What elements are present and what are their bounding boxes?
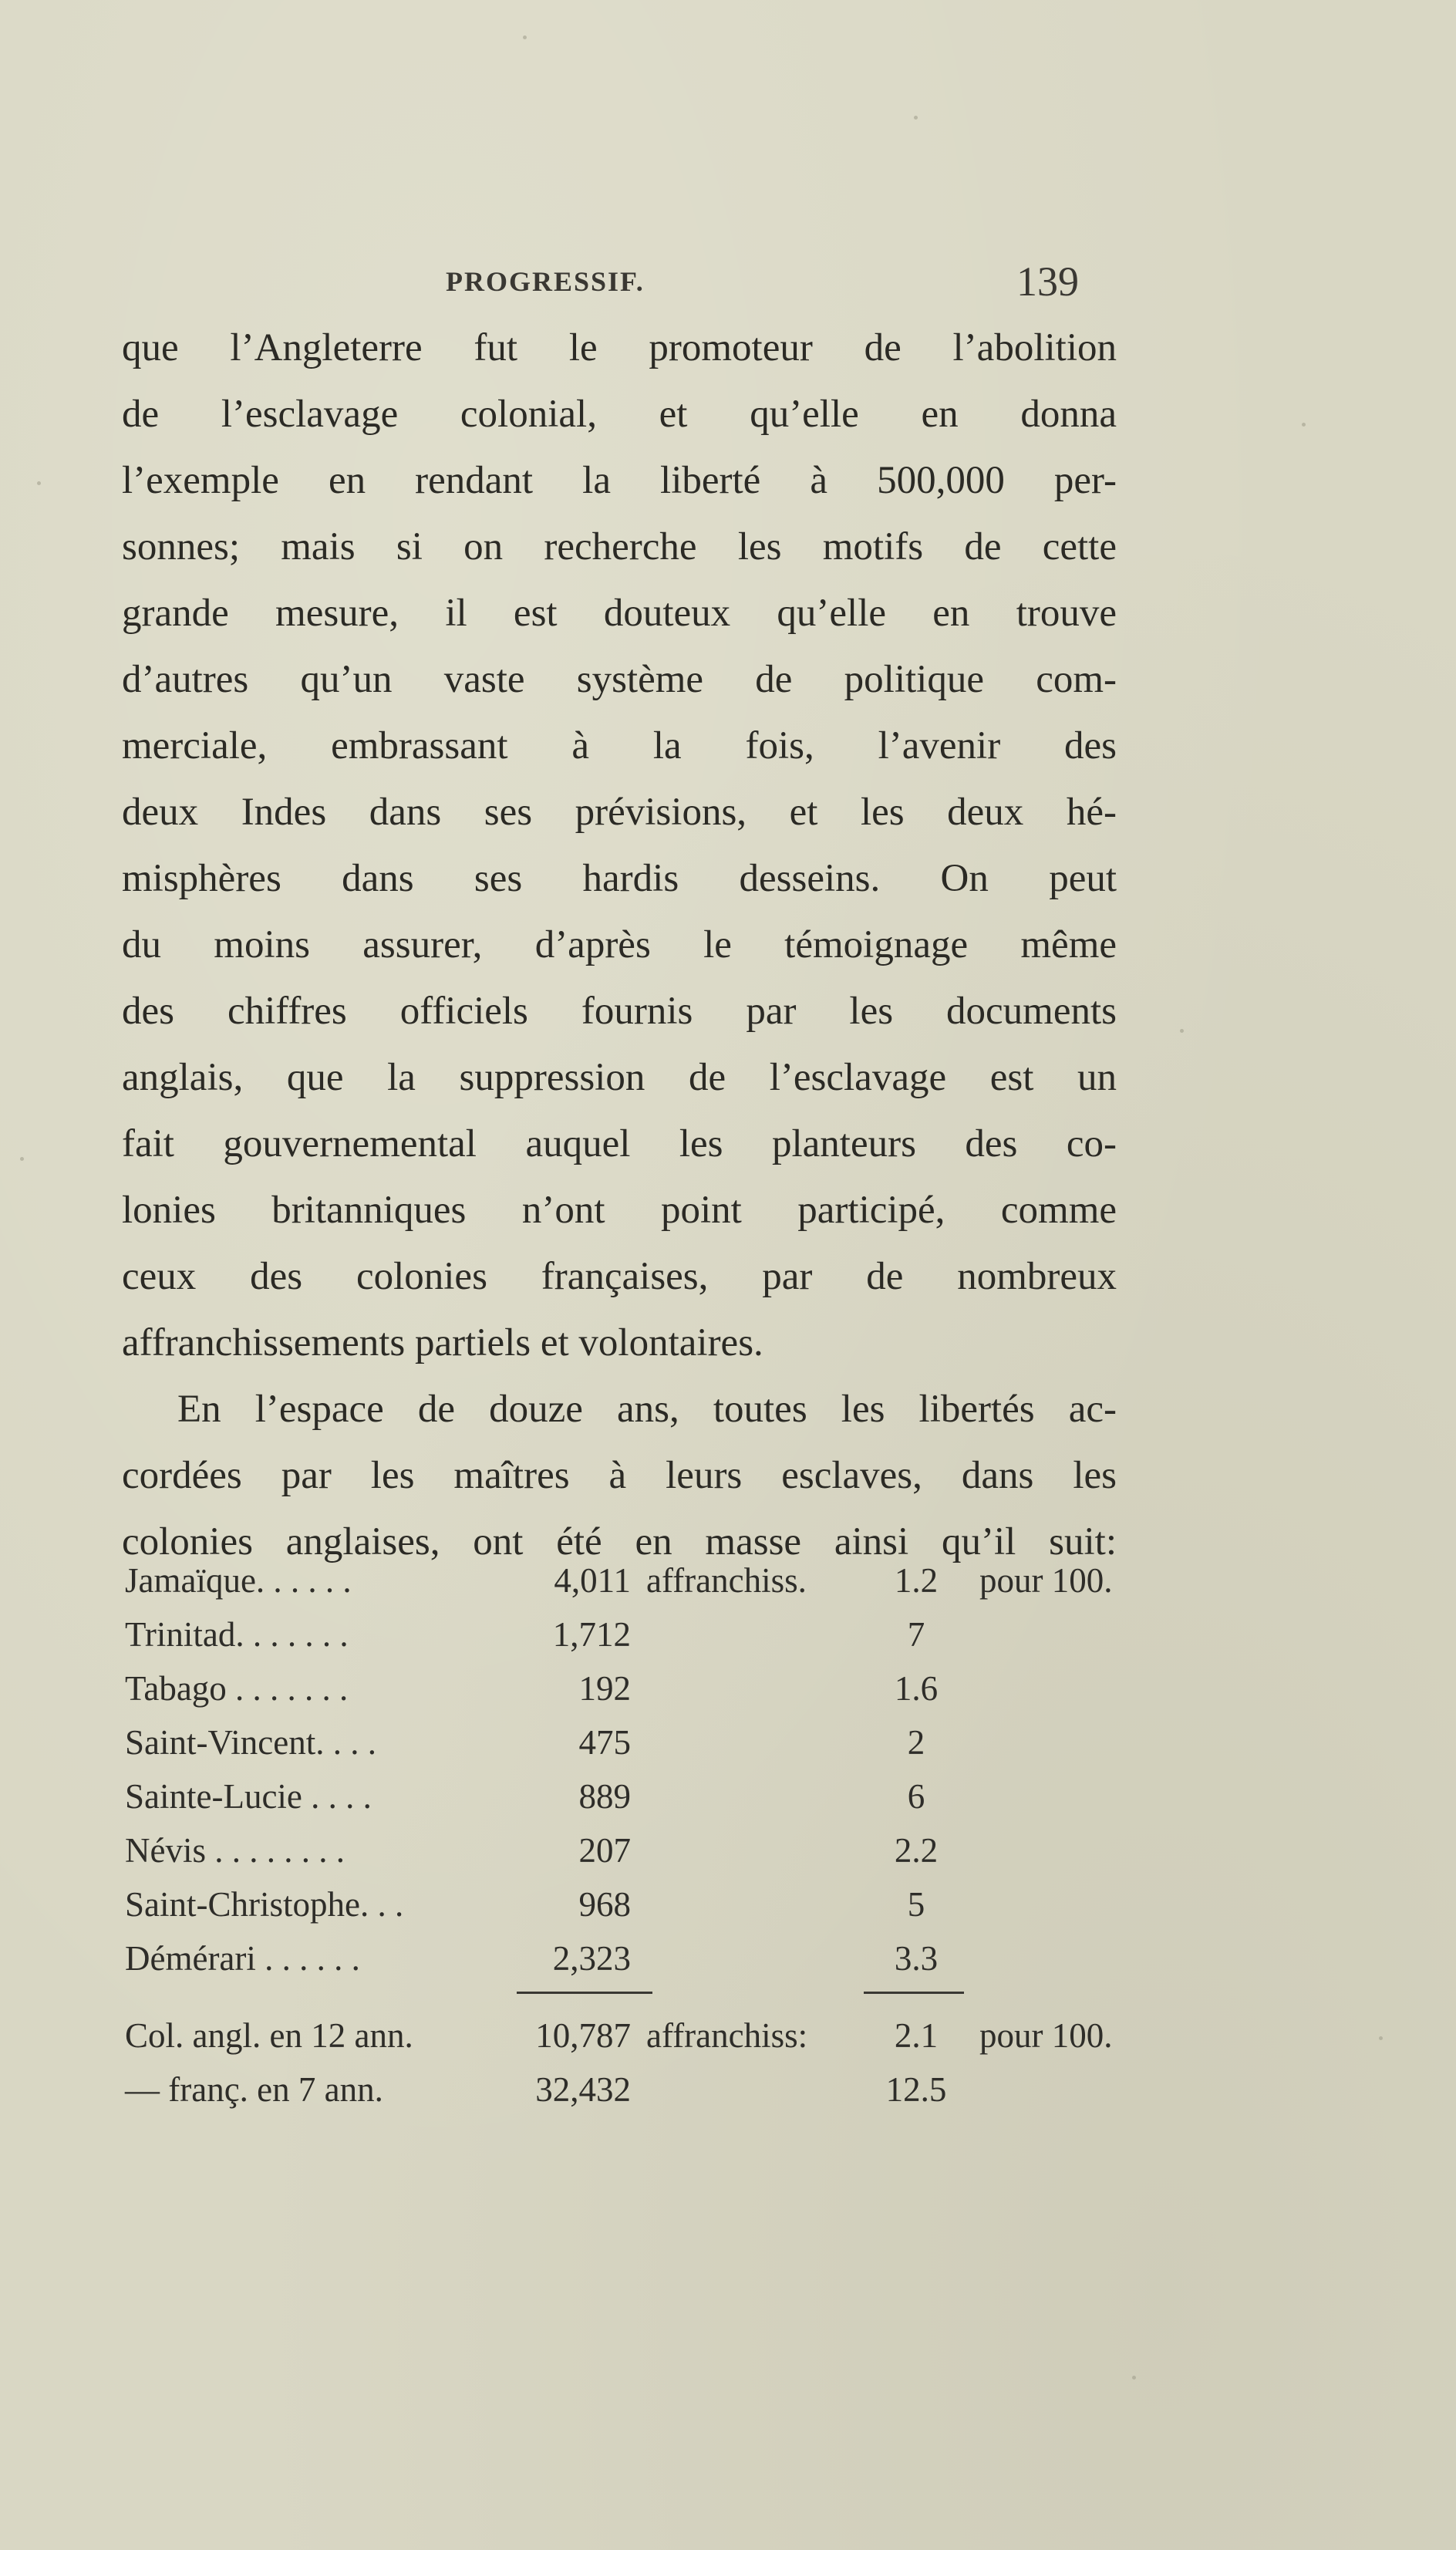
- text-line: lonies britanniques n’ont point participé, comme: [122, 1189, 1117, 1232]
- freed-count: 4,011: [554, 1561, 631, 1600]
- text-line: l’exemple en rendant la liberté à 500,000 per-: [122, 459, 1117, 502]
- body-text: [122, 315, 1117, 1575]
- text-line: des chiffres officiels fournis par les documents: [122, 990, 1117, 1033]
- table-row: [122, 1607, 1140, 1661]
- text-line: deux Indes dans ses prévisions, et les deux hé-: [122, 791, 1117, 834]
- rate-value: 1.2: [894, 1561, 939, 1600]
- rate-value: 7: [907, 1615, 925, 1654]
- sum-rule-row: [122, 1985, 1140, 2009]
- colony-name: Saint-Christophe. . .: [125, 1885, 404, 1924]
- table-row: [122, 1877, 1140, 1931]
- paper-speck: [1180, 1029, 1184, 1033]
- table-row: [122, 1823, 1140, 1877]
- paper-speck: [523, 35, 527, 39]
- table-row: [122, 1661, 1140, 1715]
- freed-count: 889: [578, 1777, 631, 1816]
- page-number: 139: [1016, 258, 1079, 305]
- rate-unit: pour 100.: [979, 1561, 1113, 1600]
- count-note: affranchiss:: [646, 2016, 808, 2055]
- text-line: affranchissements partiels et volontaires.: [122, 1321, 763, 1364]
- paper-speck: [20, 1157, 24, 1161]
- text-line: ceux des colonies françaises, par de nombreux: [122, 1255, 1117, 1298]
- table-row: [122, 1931, 1140, 1985]
- running-head: PROGRESSIF.: [446, 266, 645, 297]
- freed-count: 968: [578, 1885, 631, 1924]
- rate-value: 6: [907, 1777, 925, 1816]
- totals-row: [122, 2009, 1140, 2063]
- colony-name: Jamaïque. . . . . .: [125, 1561, 352, 1600]
- freed-count: 207: [578, 1831, 631, 1870]
- freed-count: 192: [578, 1669, 631, 1708]
- colony-name: Névis . . . . . . . .: [125, 1831, 345, 1870]
- totals-row: [122, 2063, 1140, 2117]
- paragraph: [122, 315, 1117, 1376]
- rate-value: 2.2: [894, 1831, 939, 1870]
- colony-name: Saint-Vincent. . . .: [125, 1723, 376, 1762]
- count-note: affranchiss.: [646, 1561, 807, 1600]
- totals-label: Col. angl. en 12 ann.: [125, 2016, 413, 2055]
- text-line: En l’espace de douze ans, toutes les libertés ac-: [177, 1388, 1117, 1431]
- text-line: grande mesure, il est douteux qu’elle en trouve: [122, 592, 1117, 635]
- freed-count: 2,323: [552, 1939, 631, 1978]
- totals-label: — franç. en 7 ann.: [125, 2070, 383, 2109]
- freed-count: 1,712: [552, 1615, 631, 1654]
- text-line: anglais, que la suppression de l’esclavage est un: [122, 1056, 1117, 1099]
- colony-name: Tabago . . . . . . .: [125, 1669, 349, 1708]
- rate-unit: pour 100.: [979, 2016, 1113, 2055]
- paper-speck: [1379, 2036, 1383, 2040]
- rate-value: 2: [907, 1723, 925, 1762]
- text-line: merciale, embrassant à la fois, l’avenir des: [122, 724, 1117, 767]
- paper-speck: [1132, 2376, 1136, 2380]
- text-line: du moins assurer, d’après le témoignage même: [122, 923, 1117, 966]
- text-line: de l’esclavage colonial, et qu’elle en donna: [122, 393, 1117, 436]
- rate-value: 2.1: [894, 2016, 939, 2055]
- rate-sum-rule: [864, 1992, 964, 1994]
- rate-value: 5: [907, 1885, 925, 1924]
- text-line: sonnes; mais si on recherche les motifs de cette: [122, 525, 1117, 568]
- paper-speck: [37, 481, 41, 485]
- paper-speck: [1302, 423, 1306, 427]
- rate-value: 1.6: [894, 1669, 939, 1708]
- table-row: [122, 1715, 1140, 1769]
- colony-name: Sainte-Lucie . . . .: [125, 1777, 372, 1816]
- text-line: cordées par les maîtres à leurs esclaves, dans les: [122, 1454, 1117, 1497]
- colony-name: Trinitad. . . . . . .: [125, 1615, 349, 1654]
- page-header: [122, 258, 1131, 312]
- table-row: [122, 1553, 1140, 1607]
- freed-count: 475: [578, 1723, 631, 1762]
- freed-count: 10,787: [535, 2016, 631, 2055]
- paragraph: [122, 1376, 1117, 1575]
- freed-count: 32,432: [535, 2070, 631, 2109]
- paper-speck: [914, 116, 918, 120]
- text-line: colonies anglaises, ont été en masse ainsi qu’il suit:: [122, 1520, 1117, 1563]
- rate-value: 12.5: [885, 2070, 947, 2109]
- text-line: d’autres qu’un vaste système de politique com-: [122, 658, 1117, 701]
- rate-value: 3.3: [894, 1939, 939, 1978]
- emancipation-table: [122, 1553, 1140, 2117]
- text-line: que l’Angleterre fut le promoteur de l’abolition: [122, 326, 1117, 369]
- colony-name: Démérari . . . . . .: [125, 1939, 360, 1978]
- text-line: fait gouvernemental auquel les planteurs des co-: [122, 1122, 1117, 1165]
- table-row: [122, 1769, 1140, 1823]
- count-sum-rule: [517, 1992, 652, 1994]
- text-line: misphères dans ses hardis desseins. On peut: [122, 857, 1117, 900]
